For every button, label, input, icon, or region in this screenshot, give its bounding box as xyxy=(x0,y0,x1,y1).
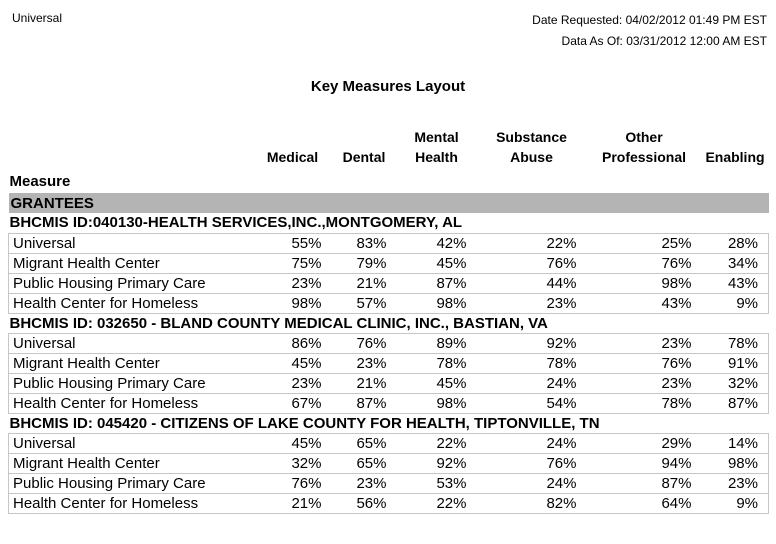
value-cell: 78% xyxy=(702,333,769,353)
page-title: Key Measures Layout xyxy=(310,78,466,95)
value-cell: 23% xyxy=(587,333,702,353)
value-cell: 98% xyxy=(397,393,477,413)
value-cell: 23% xyxy=(332,353,397,373)
value-cell: 21% xyxy=(332,373,397,393)
measure-cell: Universal xyxy=(9,233,254,253)
measure-cell: Migrant Health Center xyxy=(9,353,254,373)
value-cell: 82% xyxy=(477,493,587,513)
value-cell: 98% xyxy=(254,293,332,313)
col-header-substance-abuse: Substance Abuse xyxy=(496,129,567,165)
value-cell: 14% xyxy=(702,433,769,453)
table-row xyxy=(9,473,769,493)
value-cell: 76% xyxy=(587,253,702,273)
value-cell: 76% xyxy=(477,253,587,273)
grantee-header-row xyxy=(9,213,769,233)
measure-cell: Universal xyxy=(9,433,254,453)
measure-cell: Health Center for Homeless xyxy=(9,493,254,513)
value-cell: 78% xyxy=(397,353,477,373)
value-cell: 98% xyxy=(587,273,702,293)
value-cell: 92% xyxy=(397,453,477,473)
value-cell: 91% xyxy=(702,353,769,373)
grantee-header-label: BHCMIS ID: 045420 - CITIZENS OF LAKE COUNTY FOR HEALTH, TIPTONVILLE, TN xyxy=(9,414,600,432)
col-header-other-professional: Other Professional xyxy=(601,129,687,165)
measure-header-row xyxy=(9,170,769,193)
value-cell: 65% xyxy=(332,433,397,453)
value-cell: 43% xyxy=(587,293,702,313)
table-row xyxy=(9,333,769,353)
value-cell: 79% xyxy=(332,253,397,273)
value-cell: 76% xyxy=(332,333,397,353)
measure-header-label: Measure xyxy=(9,173,71,190)
measure-cell: Universal xyxy=(9,333,254,353)
measure-cell: Public Housing Primary Care xyxy=(9,373,254,393)
value-cell: 87% xyxy=(397,273,477,293)
value-cell: 67% xyxy=(254,393,332,413)
value-cell: 23% xyxy=(587,373,702,393)
value-cell: 86% xyxy=(254,333,332,353)
value-cell: 45% xyxy=(254,433,332,453)
table-row xyxy=(9,253,769,273)
grantee-header-label: BHCMIS ID:040130-HEALTH SERVICES,INC.,MONTGOMERY, AL xyxy=(9,214,463,232)
value-cell: 78% xyxy=(477,353,587,373)
grantees-band-label: GRANTEES xyxy=(9,193,769,213)
data-as-of-text: Data As Of: 03/31/2012 12:00 AM EST xyxy=(561,34,767,48)
value-cell: 43% xyxy=(702,273,769,293)
measure-cell: Health Center for Homeless xyxy=(9,293,254,313)
value-cell: 29% xyxy=(587,433,702,453)
value-cell: 21% xyxy=(332,273,397,293)
value-cell: 83% xyxy=(332,233,397,253)
value-cell: 9% xyxy=(702,293,769,313)
value-cell: 78% xyxy=(587,393,702,413)
key-measures-table xyxy=(8,127,769,514)
grantee-header-row xyxy=(9,413,769,433)
value-cell: 23% xyxy=(702,473,769,493)
report-header xyxy=(0,0,776,52)
value-cell: 65% xyxy=(332,453,397,473)
column-header-row xyxy=(9,127,769,170)
value-cell: 32% xyxy=(254,453,332,473)
value-cell: 64% xyxy=(587,493,702,513)
value-cell: 9% xyxy=(702,493,769,513)
value-cell: 76% xyxy=(587,353,702,373)
grantee-header-row xyxy=(9,313,769,333)
measure-cell: Migrant Health Center xyxy=(9,453,254,473)
value-cell: 44% xyxy=(477,273,587,293)
value-cell: 87% xyxy=(332,393,397,413)
col-header-mental-health: Mental Health xyxy=(414,129,459,165)
value-cell: 23% xyxy=(254,373,332,393)
table-row xyxy=(9,433,769,453)
value-cell: 23% xyxy=(254,273,332,293)
measure-cell: Health Center for Homeless xyxy=(9,393,254,413)
value-cell: 22% xyxy=(397,433,477,453)
report-scope-label: Universal xyxy=(12,11,63,25)
value-cell: 21% xyxy=(254,493,332,513)
value-cell: 76% xyxy=(477,453,587,473)
value-cell: 28% xyxy=(702,233,769,253)
value-cell: 87% xyxy=(587,473,702,493)
value-cell: 32% xyxy=(702,373,769,393)
value-cell: 23% xyxy=(477,293,587,313)
value-cell: 87% xyxy=(702,393,769,413)
value-cell: 98% xyxy=(397,293,477,313)
value-cell: 57% xyxy=(332,293,397,313)
value-cell: 89% xyxy=(397,333,477,353)
value-cell: 24% xyxy=(477,433,587,453)
value-cell: 24% xyxy=(477,373,587,393)
grantees-band-row xyxy=(9,193,769,213)
measure-column-spacer xyxy=(9,127,254,170)
value-cell: 76% xyxy=(254,473,332,493)
value-cell: 75% xyxy=(254,253,332,273)
table-row xyxy=(9,293,769,313)
value-cell: 53% xyxy=(397,473,477,493)
value-cell: 25% xyxy=(587,233,702,253)
value-cell: 22% xyxy=(477,233,587,253)
col-header-medical: Medical xyxy=(266,149,319,165)
value-cell: 23% xyxy=(332,473,397,493)
value-cell: 56% xyxy=(332,493,397,513)
col-header-enabling: Enabling xyxy=(705,149,765,165)
value-cell: 45% xyxy=(397,253,477,273)
value-cell: 22% xyxy=(397,493,477,513)
value-cell: 98% xyxy=(702,453,769,473)
col-header-dental: Dental xyxy=(342,149,386,165)
table-row xyxy=(9,353,769,373)
table-row xyxy=(9,493,769,513)
table-row xyxy=(9,273,769,293)
measure-cell: Public Housing Primary Care xyxy=(9,273,254,293)
table-row xyxy=(9,373,769,393)
report-dates xyxy=(532,10,767,52)
table-row xyxy=(9,453,769,473)
measure-cell: Migrant Health Center xyxy=(9,253,254,273)
value-cell: 94% xyxy=(587,453,702,473)
value-cell: 45% xyxy=(397,373,477,393)
date-requested-text: Date Requested: 04/02/2012 01:49 PM EST xyxy=(532,13,767,27)
value-cell: 34% xyxy=(702,253,769,273)
measure-cell: Public Housing Primary Care xyxy=(9,473,254,493)
table-row xyxy=(9,393,769,413)
value-cell: 45% xyxy=(254,353,332,373)
value-cell: 24% xyxy=(477,473,587,493)
value-cell: 54% xyxy=(477,393,587,413)
value-cell: 42% xyxy=(397,233,477,253)
value-cell: 92% xyxy=(477,333,587,353)
value-cell: 55% xyxy=(254,233,332,253)
grantee-header-label: BHCMIS ID: 032650 - BLAND COUNTY MEDICAL CLINIC, INC., BASTIAN, VA xyxy=(9,314,548,332)
table-row xyxy=(9,233,769,253)
